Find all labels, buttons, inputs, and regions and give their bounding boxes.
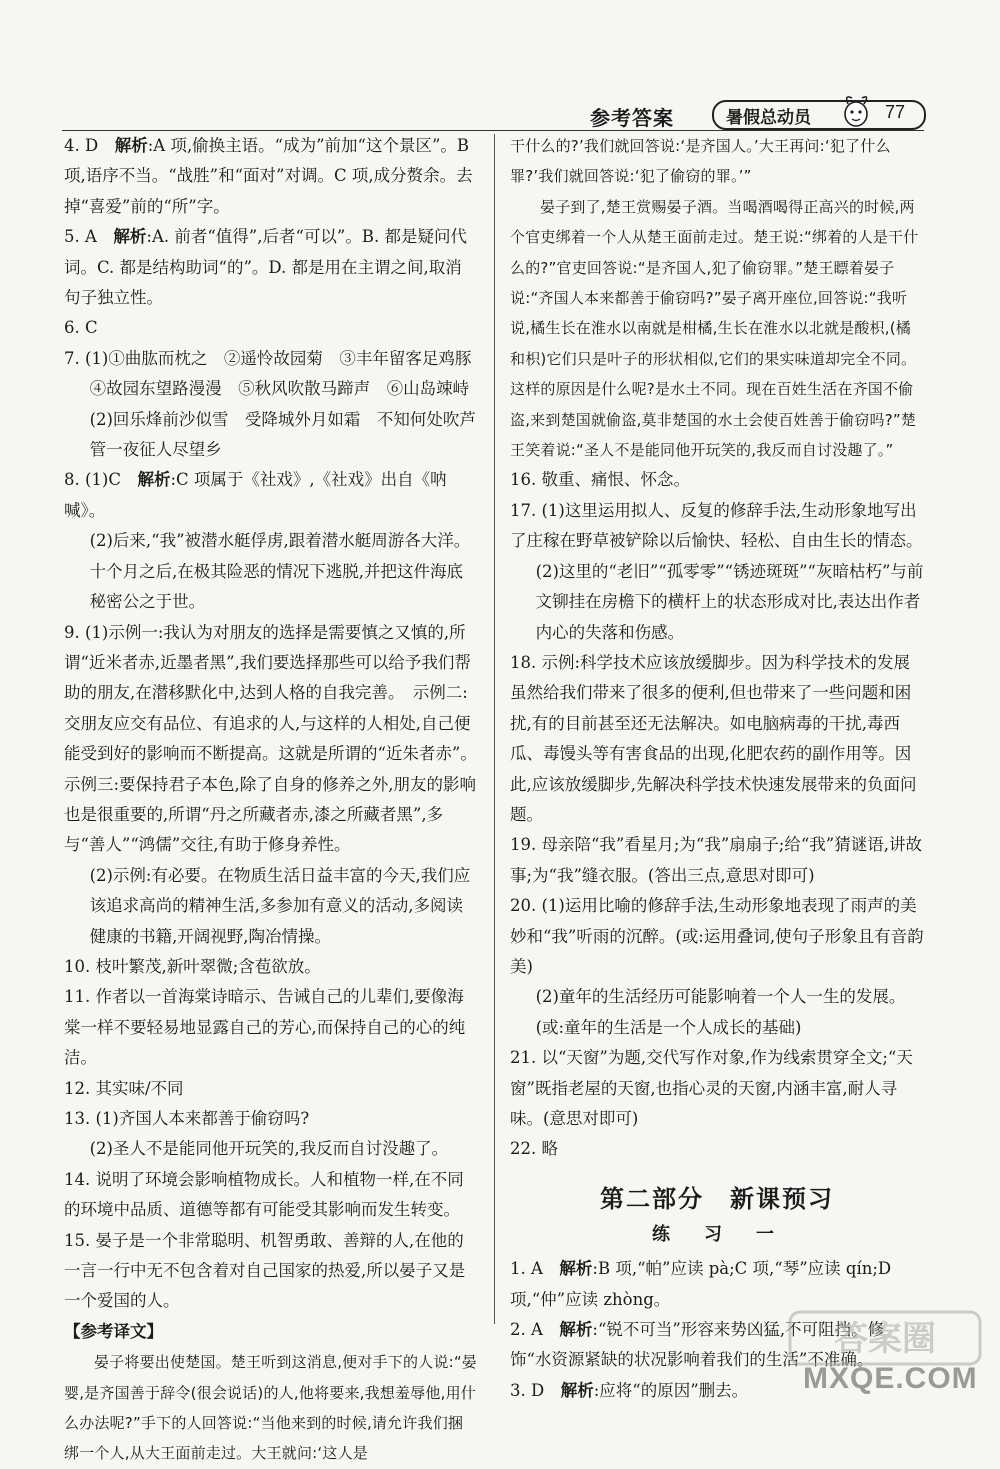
answer-q17-part1: 17. (1)这里运用拟人、反复的修辞手法,生动形象地写出了庄稼在野草被铲除以后愉快、轻松、自由生长的情态。	[510, 500, 923, 551]
svg-text:答案圈: 答案圈	[834, 1319, 936, 1359]
right-column	[510, 131, 924, 1406]
answer-q6: 6. C	[64, 318, 98, 338]
answer-q9-part2: (2)示例:有必要。在物质生活日益丰富的今天,我们应该追求高尚的精神生活,多参加有意义的活动,多阅读健康的书籍,开阔视野,陶冶情操。	[89, 865, 471, 946]
answer-q8-part2: (2)后来,“我”被潜水艇俘虏,跟着潜水艇周游各大洋。十个月之后,在极其险恶的情况下逃脱,并把这件海底秘密公之于世。	[89, 531, 471, 612]
reference-translation-title: 【参考译文】	[64, 1321, 163, 1341]
answer-q20-part1: 20. (1)运用比喻的修辞手法,生动形象地表现了雨声的美妙和“我”听雨的沉醉。(或:运用叠词,使句子形象且有音韵美)	[510, 896, 924, 976]
answer-q13-part1: 13. (1)齐国人本来都善于偷窃吗?	[64, 1109, 310, 1128]
answer-q5: 5. A 解析:A. 前者“值得”,后者“可以”。B. 都是疑问代词。C. 都是结构助词“的”。D. 都是用在主谓之间,取消句子独立性。	[64, 227, 467, 308]
answer-q13-part2: (2)圣人不是能同他开玩笑的,我反而自讨没趣了。	[89, 1139, 449, 1159]
answer-q7-line2: ④故园东望路漫漫 ⑤秋风吹散马蹄声 ⑥山岛竦峙	[89, 379, 470, 399]
header-series-name: 暑假总动员	[726, 108, 811, 128]
preview-q2: 2. A 解析:“锐不可当”形容来势凶猛,不可阻挡。修饰“水资源紧缺的状况影响着我们的生活”不准确。	[510, 1320, 885, 1370]
translation-part1: 晏子将要出使楚国。楚王听到这消息,便对手下的人说:“晏婴,是齐国善于辞令(很会说话)的人,他将要来,我想羞辱他,用什么办法呢?”手下的人回答说:“当他来到的时候,请允许我们捆绑一个人,从大王面前走过。大王就问:‘这人是	[64, 1353, 477, 1463]
preview-q1: 1. A 解析:B 项,“帕”应读 pà;C 项,“琴”应读 qín;D 项,“仲”应读 zhòng。	[510, 1259, 892, 1309]
answer-q8-part1: 8. (1)C 解析:C 项属于《社戏》,《社戏》出自《呐喊》。	[64, 470, 447, 520]
answer-q10: 10. 枝叶繁茂,新叶翠微;含苞欲放。	[64, 956, 321, 976]
answer-q7-line1: 7. (1)①曲肱而枕之 ②遥怜故园菊 ③丰年留客足鸡豚	[64, 348, 472, 368]
answer-q17-part2: (2)这里的“老旧”“孤零零”“锈迹斑斑”“灰暗枯朽”与前文铆挂在房檐下的横杆上的状态形成对比,表达出作者内心的失落和伤感。	[535, 561, 924, 642]
left-column	[64, 131, 486, 1469]
answer-q9-part1: 9. (1)示例一:我认为对朋友的选择是需要慎之又慎的,所谓“近米者赤,近墨者黑”,我们要选择那些可以给予我们帮助的朋友,在潜移默化中,达到人格的自我完善。 示例二:交朋友应交有品位、有追求的人,与这样的人相处,自己便能受到好的影响而不断提高。这就是所谓的“近朱者赤”。 示例三:要保持君子本色,除了自身的修养之外,朋友的影响也是很重要的,所谓“丹之所藏者赤,漆之所藏者黑”,多与“善人”“鸿儒”交往,有助于修身养性。	[64, 622, 486, 855]
answer-q15: 15. 晏子是一个非常聪明、机智勇敢、善辩的人,在他的一言一行中无不包含着对自己国家的热爱,所以晏子又是一个爱国的人。	[64, 1230, 466, 1311]
answer-q22: 22. 略	[510, 1139, 558, 1159]
page-header	[0, 96, 1000, 132]
translation-part3: 晏子到了,楚王赏赐晏子酒。当喝酒喝得正高兴的时候,两个官吏绑着一个人从楚王面前走过。楚王说:“绑着的人是干什么的?”官吏回答说:“是齐国人,犯了偷窃罪。”楚王瞟着晏子说:“齐国人本来都善于偷窃吗?”晏子离开座位,回答说:“我听说,橘生长在淮水以南就是柑橘,生长在淮水以北就是酸枳,(橘和枳)它们只是叶子的形状相似,它们的果实味道却完全不同。这样的原因是什么呢?是水土不同。现在百姓生活在齐国不偷盗,来到楚国就偷盗,莫非楚国的水土会使百姓善于偷窃吗?”楚王笑着说:“圣人不是能同他开玩笑的,我反而自讨没趣了。”	[510, 197, 919, 460]
answer-q14: 14. 说明了环境会影响植物成长。人和植物一样,在不同的环境中品质、道德等都有可能受其影响而发生转变。	[64, 1169, 464, 1220]
preview-q3: 3. D 解析:应将“的原因”删去。	[510, 1380, 749, 1400]
answer-q21: 21. 以“天窗”为题,交代写作对象,作为线索贯穿全文;“天窗”既指老屋的天窗,也指心灵的天窗,内涵丰富,耐人寻味。(意思对即可)	[510, 1048, 913, 1128]
answer-q16: 16. 敬重、痛恨、怀念。	[510, 470, 690, 490]
mascot-icon	[838, 92, 874, 130]
answer-q20-part2: (2)童年的生活经历可能影响着一个人一生的发展。(或:童年的生活是一个人成长的基础)	[535, 987, 906, 1037]
answer-q12: 12. 其实味/不同	[64, 1078, 184, 1098]
column-divider	[494, 134, 495, 1324]
answer-q11: 11. 作者以一首海棠诗暗示、告诫自己的儿辈们,要像海棠一样不要轻易地显露自己的芳心,而保持自己的心的纯洁。	[64, 987, 466, 1068]
translation-part2: 干什么的?’我们就回答说:‘是齐国人。’大王再问:‘犯了什么罪?’我们就回答说:‘犯了偷窃的罪。’”	[510, 137, 891, 186]
exercise-title: 练 习 一	[652, 1223, 782, 1245]
section-title: 第二部分 新课预习	[600, 1184, 834, 1213]
answer-q19: 19. 母亲陪“我”看星月;为“我”扇扇子;给“我”猜谜语,讲故事;为“我”缝衣服。(答出三点,意思对即可)	[510, 835, 922, 885]
header-section-label: 参考答案	[590, 106, 674, 130]
answer-q7-line3: (2)回乐烽前沙似雪 受降城外月如霜 不知何处吹芦管一夜征人尽望乡	[89, 409, 476, 460]
page-number: 77	[885, 102, 906, 122]
answer-q4: 4. D 解析:A 项,偷换主语。“成为”前加“这个景区”。B 项,语序不当。“战胜”和“面对”对调。C 项,成分赘余。去掉“喜爱”前的“所”字。	[64, 136, 473, 216]
watermark-text: MXQE.COM	[803, 1362, 978, 1395]
answer-q18: 18. 示例:科学技术应该放缓脚步。因为科学技术的发展虽然给我们带来了很多的便利,但也带来了一些问题和困扰,有的目前甚至还无法解决。如电脑病毒的干扰,毒西瓜、毒馒头等有害食品的出现,化肥农药的副作用等。因此,应该放缓脚步,先解决科学技术快速发展带来的负面问题。	[510, 652, 917, 824]
